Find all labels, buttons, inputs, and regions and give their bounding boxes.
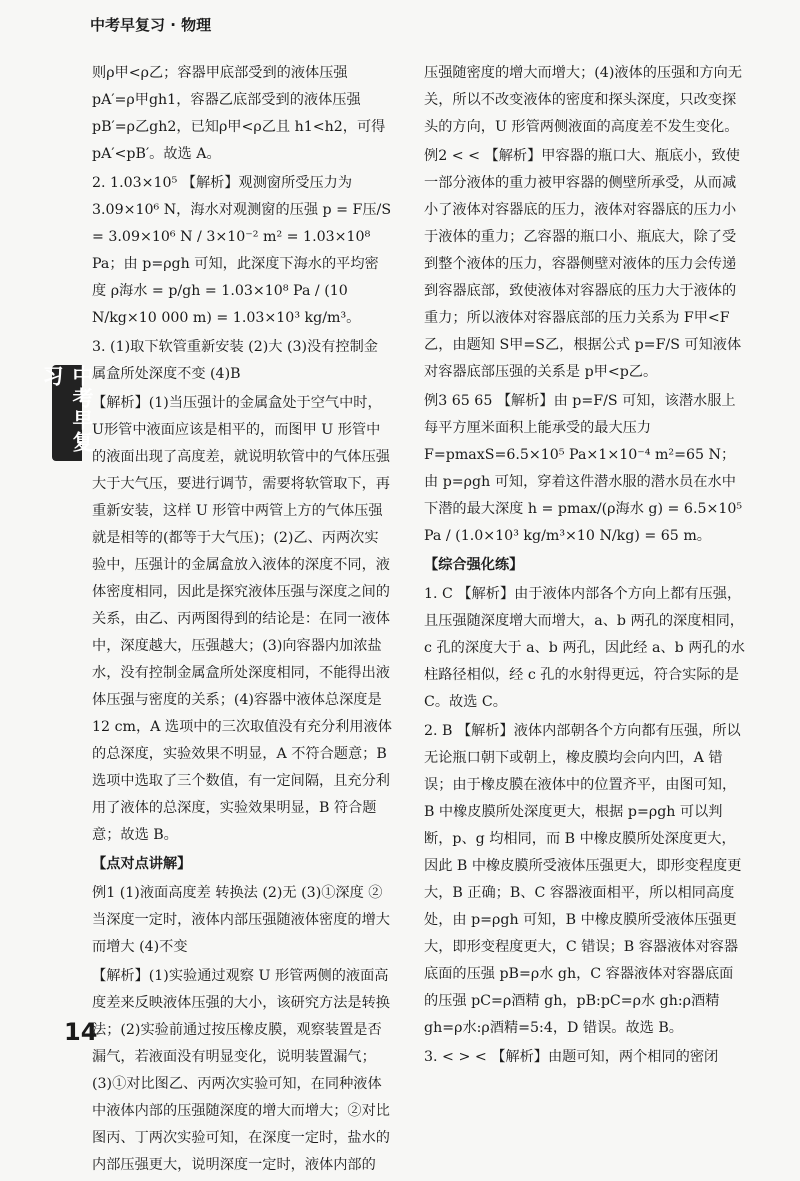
side-tab	[40, 365, 94, 461]
comprehensive-2: 2. B 【解析】液体内部朝各个方向都有压强，所以无论瓶口朝下或朝上，橡皮膜均会向内凹，A 错误；由于橡皮膜在液体中的位置齐平，由图可知，B 中橡皮膜所处深度更大，根据 p=ρgh 可以判断，p、g 均相同，而 B 中橡皮膜所处深度更大，因此 B 中橡皮膜所受液体压强更大，即形变程度更大，B 正确；B、C 容器液面相平，所以相同高度处，由 p=ρgh 可知，B 中橡皮膜所受液体压强更大，即形变程度更大，C 错误；B 容器液体对容器底面的压强 pB=ρ水 gh，C 容器液体对容器底面的压强 pC=ρ酒精 gh，pB:pC=ρ水 gh:ρ酒精 gh=ρ水:ρ酒精=5:4，D 错误。故选 B。	[424, 723, 742, 1036]
side-tab-label: 中考早复习	[40, 365, 94, 453]
example-3: 例3 65 65 【解析】由 p=F/S 可知，该潜水服上每平方厘米面积上能承受的最大压力 F=pmaxS=6.5×10⁵ Pa×1×10⁻⁴ m²=65 N；由 p=ρgh 可知，穿着这件潜水服的潜水员在水中下潜的最大深度 h = pmax/(ρ海水 g) = 6.5×10⁵ Pa / (1.0×10³ kg/m³×10 N/kg) = 65 m。	[424, 393, 743, 544]
page-header: 中考早复习 · 物理	[90, 16, 212, 34]
right-column	[424, 60, 746, 1073]
section-heading-dianduidian: 【点对点讲解】	[92, 856, 192, 872]
example-2: 例2 < < 【解析】甲容器的瓶口大、瓶底小，致使一部分液体的重力被甲容器的侧壁所承受，从而减小了液体对容器底的压力，液体对容器底的压力小于液体的重力；乙容器的瓶口小、瓶底大，除了受到整个液体的压力，容器侧壁对液体的压力会传递到容器底部，致使液体对容器底的压力大于液体的重力；所以液体对容器底部的压力关系为 F甲<F乙，由题知 S甲=S乙，根据公式 p=F/S 可知液体对容器底部压强的关系是 p甲<p乙。	[424, 148, 742, 380]
example-1-analysis: 【解析】(1)实验通过观察 U 形管两侧的液面高度差来反映液体压强的大小，该研究方法是转换法；(2)实验前通过按压橡皮膜，观察装置是否漏气，若液面没有明显变化，说明装置漏气；(3)①对比图乙、丙两次实验可知，在同种液体中液体内部的压强随深度的增大而增大；②对比图丙、丁两次实验可知，在深度一定时，盐水的内部压强更大，说明深度一定时，液体内部的	[92, 968, 390, 1173]
section-heading-zonghe: 【综合强化练】	[424, 557, 524, 573]
right-paragraph-1: 压强随密度的增大而增大；(4)液体的压强和方向无关，所以不改变液体的密度和探头深度，只改变探头的方向，U 形管两侧液面的高度差不发生变化。	[424, 65, 743, 135]
left-column	[92, 60, 392, 1181]
question-3-analysis: 【解析】(1)当压强计的金属盒处于空气中时，U形管中液面应该是相平的，而图甲 U 形管中的液面出现了高度差，就说明软管中的气体压强大于大气压，要进行调节，需要将软管取下，再重新安装，这样 U 形管中两管上方的气体压强就是相等的(都等于大气压)；(2)乙、丙两次实验中，压强计的金属盒放入液体的深度不同，液体密度相同，因此是探究液体压强与深度之间的关系，由乙、丙两图得到的结论是：在同一液体中，深度越大，压强越大；(3)向容器内加浓盐水，没有控制金属盒所处深度相同，不能得出液体压强与密度的关系；(4)容器中液体总深度是 12 cm，A 选项中的三次取值没有充分利用液体的总深度，实验效果不明显，A 不符合题意；B 选项中选取了三个数值，有一定间隔，且充分利用了液体的总深度，实验效果明显，B 符合题意；故选 B。	[92, 395, 392, 843]
comprehensive-1: 1. C 【解析】由于液体内部各个方向上都有压强，且压强随深度增大而增大，a、b 两孔的深度相同，c 孔的深度大于 a、b 两孔，因此经 a、b 两孔的水柱路径相似，经 c 孔的水射得更远，符合实际的是 C。故选 C。	[424, 586, 745, 710]
left-paragraph-1: 则ρ甲<ρ乙；容器甲底部受到的液体压强 pA′=ρ甲gh1，容器乙底部受到的液体压强 pB′=ρ乙gh2，已知ρ甲<ρ乙且 h1<h2，可得 pA′<pB′。故选 A。	[92, 65, 386, 162]
page-number: 14	[64, 1018, 98, 1046]
comprehensive-3: 3. < > < 【解析】由题可知，两个相同的密闭	[424, 1049, 719, 1065]
question-2: 2. 1.03×10⁵ 【解析】观测窗所受压力为 3.09×10⁶ N，海水对观测窗的压强 p = F压/S = 3.09×10⁶ N / 3×10⁻² m² = 1.03×10⁸ Pa；由 p=ρgh 可知，此深度下海水的平均密度 ρ海水 = p/gh = 1.03×10⁸ Pa / (10 N/kg×10 000 m) = 1.03×10³ kg/m³。	[92, 175, 392, 326]
question-3-answer: 3. (1)取下软管重新安装 (2)大 (3)没有控制金属盒所处深度不变 (4)B	[92, 339, 378, 382]
example-1-answer: 例1 (1)液面高度差 转换法 (2)无 (3)①深度 ②当深度一定时，液体内部压强随液体密度的增大而增大 (4)不变	[92, 885, 390, 955]
